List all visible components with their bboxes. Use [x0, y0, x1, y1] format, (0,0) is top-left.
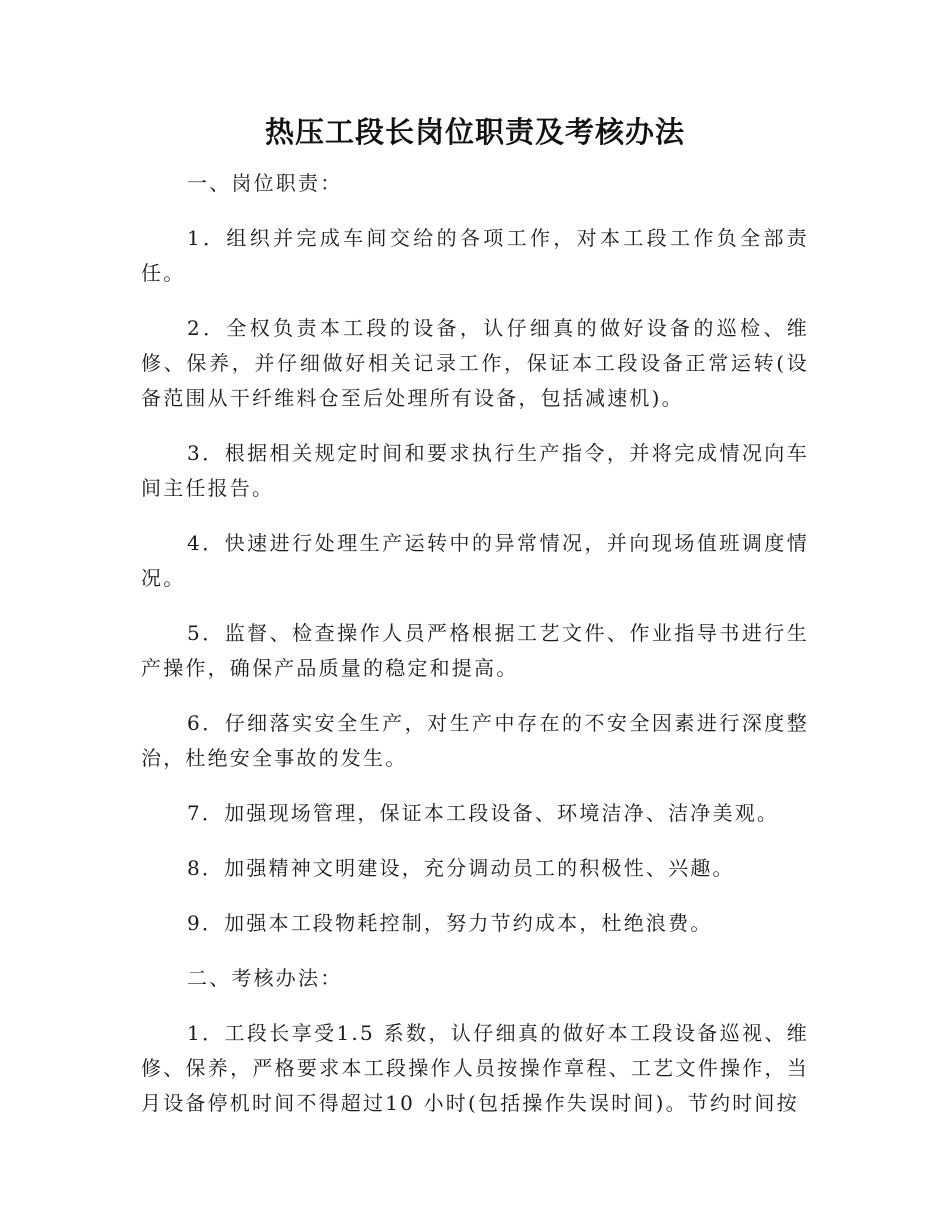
document-title: 热压工段长岗位职责及考核办法 [264, 115, 685, 149]
duty-item-5: 5．监督、检查操作人员严格根据工艺文件、作业指导书进行生产操作，确保产品质量的稳定和提高。 [141, 621, 809, 680]
duty-item-3: 3．根据相关规定时间和要求执行生产指令，并将完成情况向车间主任报告。 [141, 441, 809, 500]
duty-item-2: 2．全权负责本工段的设备，认仔细真的做好设备的巡检、维修、保养，并仔细做好相关记录工作，保证本工段设备正常运转(设备范围从干纤维料仓至后处理所有设备，包括减速机)。 [141, 316, 809, 410]
duty-item-6: 6．仔细落实安全生产，对生产中存在的不安全因素进行深度整治，杜绝安全事故的发生。 [141, 711, 809, 770]
section-heading-duties: 一、岗位职责： [187, 171, 343, 195]
duty-item-7: 7．加强现场管理，保证本工段设备、环境洁净、洁净美观。 [187, 801, 780, 825]
section-heading-assessment: 二、考核办法： [187, 966, 343, 990]
document-body [141, 166, 809, 1141]
duty-item-8: 8．加强精神文明建设，充分调动员工的积极性、兴趣。 [187, 856, 735, 880]
duty-item-9: 9．加强本工段物耗控制，努力节约成本，杜绝浪费。 [187, 911, 713, 935]
duty-item-4: 4．快速进行处理生产运转中的异常情况，并向现场值班调度情况。 [141, 531, 809, 590]
duty-item-1: 1．组织并完成车间交给的各项工作，对本工段工作负全部责任。 [141, 226, 809, 285]
assessment-item-1: 1．工段长享受1.5 系数，认仔细真的做好本工段设备巡视、维修、保养，严格要求本工段操作人员按操作章程、工艺文件操作，当月设备停机时间不得超过10 小时(包括操作失误时间)。节约时间按 [141, 1021, 809, 1115]
